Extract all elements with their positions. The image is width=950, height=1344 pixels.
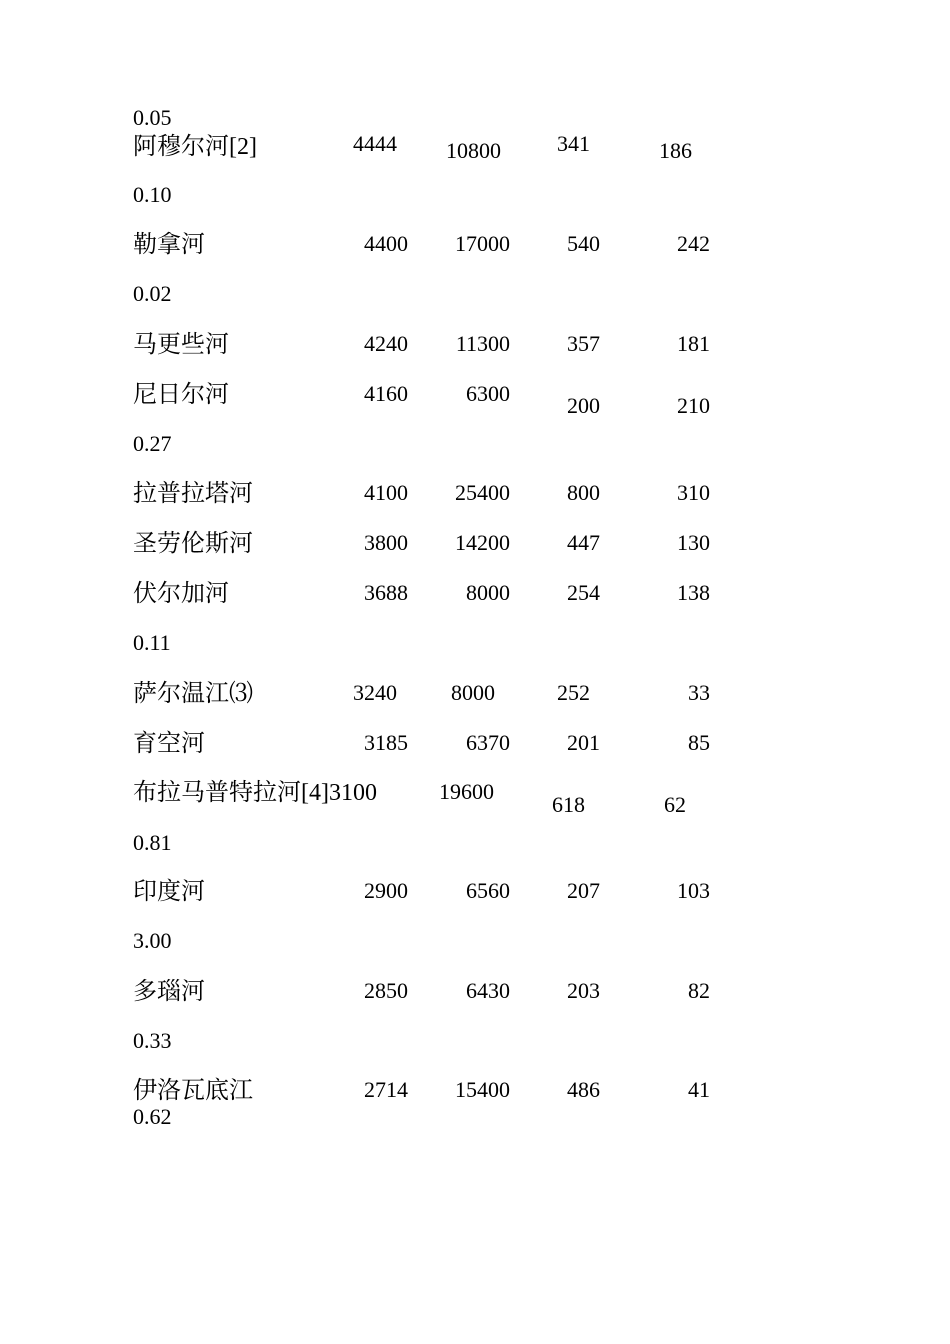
area-value: 17000 bbox=[455, 231, 510, 256]
col3-value: 800 bbox=[567, 480, 600, 505]
length-value: 4240 bbox=[364, 331, 408, 356]
col3-value: 203 bbox=[567, 978, 600, 1003]
length-value: 3240 bbox=[353, 680, 397, 705]
ratio-value: 3.00 bbox=[133, 928, 172, 953]
col3-value: 447 bbox=[567, 530, 600, 555]
river-name: 多瑙河 bbox=[133, 979, 205, 1005]
length-value: 3185 bbox=[364, 730, 408, 755]
col4-value: 130 bbox=[677, 530, 710, 555]
col3-value: 200 bbox=[567, 393, 600, 418]
col4-value: 210 bbox=[677, 393, 710, 418]
col3-value: 486 bbox=[567, 1077, 600, 1102]
river-name: 勒拿河 bbox=[133, 232, 205, 258]
col4-value: 85 bbox=[688, 730, 710, 755]
col4-value: 103 bbox=[677, 878, 710, 903]
area-value: 8000 bbox=[466, 580, 510, 605]
length-value: 3800 bbox=[364, 530, 408, 555]
col3-value: 618 bbox=[552, 792, 585, 817]
river-name: 印度河 bbox=[133, 879, 205, 905]
col4-value: 181 bbox=[677, 331, 710, 356]
col4-value: 138 bbox=[677, 580, 710, 605]
length-value: 3688 bbox=[364, 580, 408, 605]
length-value: 4100 bbox=[364, 480, 408, 505]
area-value: 8000 bbox=[451, 680, 495, 705]
length-value: 2714 bbox=[364, 1077, 408, 1102]
ratio-value: 0.27 bbox=[133, 431, 172, 456]
area-value: 25400 bbox=[455, 480, 510, 505]
ratio-value: 0.62 bbox=[133, 1104, 172, 1129]
area-value: 14200 bbox=[455, 530, 510, 555]
col3-value: 207 bbox=[567, 878, 600, 903]
ratio-value: 0.02 bbox=[133, 281, 172, 306]
col3-value: 341 bbox=[557, 131, 590, 156]
col4-value: 242 bbox=[677, 231, 710, 256]
col4-value: 33 bbox=[688, 680, 710, 705]
river-name: 尼日尔河 bbox=[133, 382, 229, 408]
area-value: 19600 bbox=[439, 779, 494, 804]
ratio-value: 0.05 bbox=[133, 105, 172, 130]
river-name: 拉普拉塔河 bbox=[133, 481, 253, 507]
ratio-value: 0.33 bbox=[133, 1028, 172, 1053]
col4-value: 186 bbox=[659, 138, 692, 163]
river-name: 伏尔加河 bbox=[133, 581, 229, 607]
ratio-value: 0.10 bbox=[133, 182, 172, 207]
river-name: 布拉马普特拉河[4]3100 bbox=[133, 780, 377, 806]
length-value: 2850 bbox=[364, 978, 408, 1003]
length-value: 2900 bbox=[364, 878, 408, 903]
river-name: 萨尔温江⑶ bbox=[133, 681, 253, 707]
length-value: 4400 bbox=[364, 231, 408, 256]
area-value: 10800 bbox=[446, 138, 501, 163]
area-value: 11300 bbox=[455, 331, 510, 356]
col4-value: 82 bbox=[688, 978, 710, 1003]
river-name: 育空河 bbox=[133, 731, 205, 757]
col4-value: 62 bbox=[664, 792, 686, 817]
area-value: 6370 bbox=[466, 730, 510, 755]
area-value: 6560 bbox=[466, 878, 510, 903]
col4-value: 41 bbox=[688, 1077, 710, 1102]
ratio-value: 0.11 bbox=[133, 630, 171, 655]
col3-value: 540 bbox=[567, 231, 600, 256]
area-value: 6300 bbox=[466, 381, 510, 406]
col4-value: 310 bbox=[677, 480, 710, 505]
area-value: 6430 bbox=[466, 978, 510, 1003]
river-name: 马更些河 bbox=[133, 332, 229, 358]
ratio-value: 0.81 bbox=[133, 830, 172, 855]
col3-value: 357 bbox=[567, 331, 600, 356]
river-name: 圣劳伦斯河 bbox=[133, 531, 253, 557]
col3-value: 252 bbox=[557, 680, 590, 705]
col3-value: 201 bbox=[567, 730, 600, 755]
river-name: 阿穆尔河[2] bbox=[133, 134, 257, 160]
area-value: 15400 bbox=[455, 1077, 510, 1102]
length-value: 4444 bbox=[353, 131, 397, 156]
river-name: 伊洛瓦底江 bbox=[133, 1078, 253, 1104]
col3-value: 254 bbox=[567, 580, 600, 605]
length-value: 4160 bbox=[364, 381, 408, 406]
